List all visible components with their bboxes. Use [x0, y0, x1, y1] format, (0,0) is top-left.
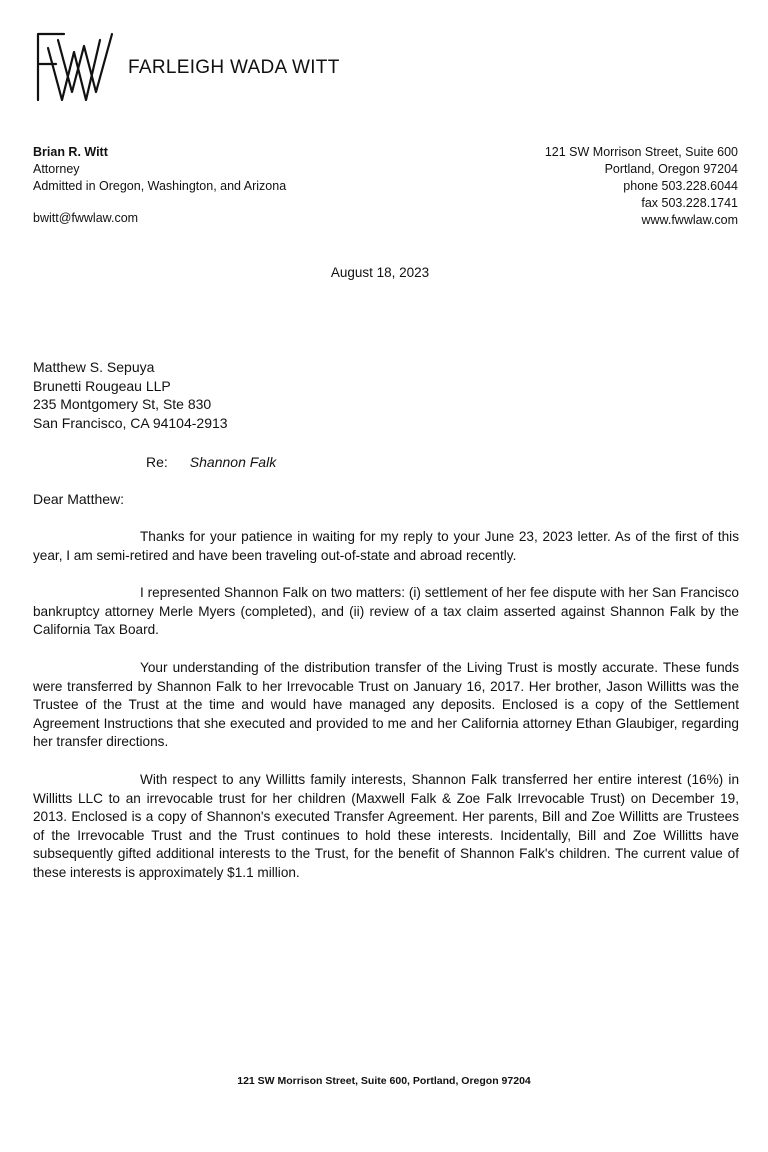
address-street: 121 SW Morrison Street, Suite 600 [544, 145, 738, 159]
sender-name: Brian R. Witt [33, 145, 108, 159]
sender-block [33, 144, 286, 227]
salutation: Dear Matthew: [33, 491, 125, 507]
recipient-street: 235 Montgomery St, Ste 830 [33, 396, 212, 412]
letter-date: August 18, 2023 [330, 265, 430, 280]
sender-title: Attorney [33, 162, 80, 176]
firm-logo-icon [28, 30, 118, 102]
re-subject: Shannon Falk [189, 454, 277, 470]
firm-address-block [545, 144, 738, 229]
sender-admitted: Admitted in Oregon, Washington, and Arizona [33, 179, 287, 193]
sender-email-link[interactable]: bwitt@fwwlaw.com [33, 211, 139, 225]
address-fax: fax 503.228.1741 [641, 196, 738, 210]
page-footer: 121 SW Morrison Street, Suite 600, Portland, Oregon 97204 [237, 1075, 531, 1087]
firm-name: FARLEIGH WADA WITT [128, 57, 340, 78]
recipient-block [33, 358, 228, 432]
body-paragraph: I represented Shannon Falk on two matters: (i) settlement of her fee dispute with her San Francisco bankruptcy attorney Merle Myers (completed), and (ii) review of a tax claim asserted against Shannon Falk by the California Tax Board. [33, 585, 739, 638]
recipient-name: Matthew S. Sepuya [33, 359, 155, 375]
re-line [146, 454, 276, 470]
address-city: Portland, Oregon 97204 [604, 162, 738, 176]
address-website-link[interactable]: www.fwwlaw.com [641, 213, 738, 227]
letter-body [33, 528, 739, 902]
address-phone: phone 503.228.6044 [623, 179, 738, 193]
body-paragraph: Your understanding of the distribution transfer of the Living Trust is mostly accurate. These funds were transferred by Shannon Falk to her Irrevocable Trust on January 16, 2017. Her brother, Jason Willitts was the Trustee of the Trust at the time and would have managed any deposits. Enclosed is a copy of the Settlement Agreement Instructions that she executed and provided to me and her California attorney Ethan Glaubiger, regarding her transfer directions. [33, 659, 739, 750]
body-paragraph: Thanks for your patience in waiting for my reply to your June 23, 2023 letter. As of the first of this year, I am semi-retired and have been traveling out-of-state and abroad recently. [33, 529, 739, 563]
re-label: Re: [146, 454, 168, 470]
recipient-company: Brunetti Rougeau LLP [33, 377, 171, 394]
body-paragraph: With respect to any Willitts family interests, Shannon Falk transferred her entire interest (16%) in Willitts LLC to an irrevocable trust for her children (Maxwell Falk & Zoe Falk Irrevocable Trust) on December 19, 2013. Enclosed is a copy of Shannon's executed Transfer Agreement. Her parents, Bill and Zoe Willitts are Trustees of the Irrevocable Trust and the Trust continues to hold these interests. Incidentally, Bill and Zoe Willitts have subsequently gifted additional interests to the Trust, for the benefit of Shannon Falk's children. The current value of these interests is approximately $1.1 million. [33, 771, 739, 880]
recipient-city: San Francisco, CA 94104-2913 [33, 414, 228, 431]
